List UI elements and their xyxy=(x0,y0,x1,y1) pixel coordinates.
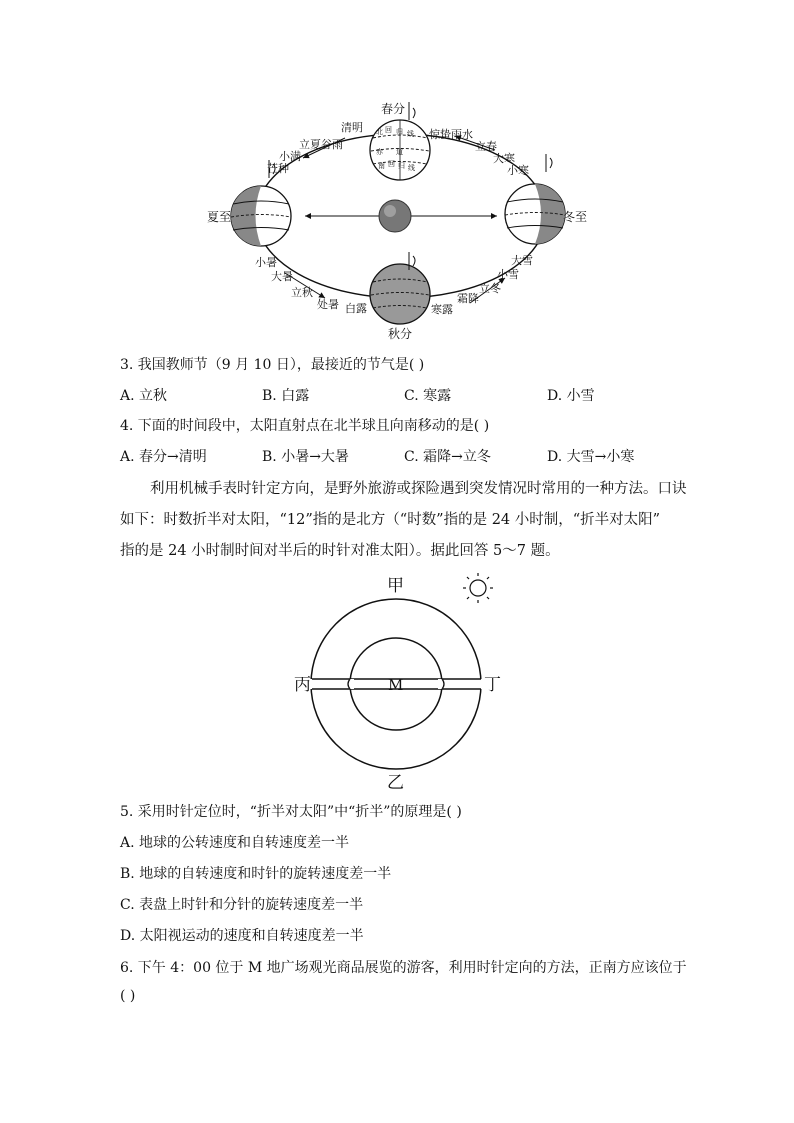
label-xiaohan: 小寒 xyxy=(507,164,529,177)
label-liqiu: 立秋 xyxy=(291,286,313,299)
label-jingzhe-yushui: 惊蛰雨水 xyxy=(429,128,473,141)
label-dashu: 大暑 xyxy=(271,270,293,283)
question-6-stem-line-1: 6. 下午 4：00 位于 M 地广场观光商品展览的游客，利用时针定向的方法，正南方应该位于 xyxy=(120,960,687,976)
svg-text:回: 回 xyxy=(388,160,395,168)
label-daxue: 大雪 xyxy=(511,254,533,267)
question-3-option-d[interactable]: D. 小雪 xyxy=(547,388,595,404)
label-mangzhong: 芒种 xyxy=(267,162,289,175)
label-summer: 夏至 xyxy=(207,210,232,224)
globe-winter xyxy=(505,184,565,244)
intro-line-1: 利用机械手表时针定方向，是野外旅游或探险遇到突发情况时常用的一种方法。口诀 xyxy=(150,481,687,497)
label-xiaoxue: 小雪 xyxy=(497,268,519,281)
label-winter: 冬至 xyxy=(563,210,588,224)
question-5-option-b[interactable]: B. 地球的自转速度和时针的旋转速度差一半 xyxy=(120,866,392,882)
label-hanlu: 寒露 xyxy=(431,303,453,316)
question-5-option-d[interactable]: D. 太阳视运动的速度和自转速度差一半 xyxy=(120,928,364,944)
svg-text:线: 线 xyxy=(408,164,415,172)
question-5-stem: 5. 采用时针定位时，“折半对太阳”中“折半”的原理是( ) xyxy=(120,804,462,820)
svg-text:南: 南 xyxy=(378,162,385,170)
svg-text:归: 归 xyxy=(396,128,403,136)
label-lidong: 立冬 xyxy=(479,282,501,295)
question-4-option-b[interactable]: B. 小暑→大暑 xyxy=(262,449,349,465)
svg-text:北: 北 xyxy=(376,128,383,136)
label-yi: 乙 xyxy=(387,773,404,793)
svg-text:赤: 赤 xyxy=(376,148,383,156)
label-xiaoman: 小满 xyxy=(279,150,301,163)
label-xiaoshu: 小暑 xyxy=(255,256,277,269)
question-3-stem: 3. 我国教师节（9 月 10 日），最接近的节气是( ) xyxy=(120,357,425,373)
label-jia: 甲 xyxy=(387,576,404,596)
globe-summer xyxy=(231,186,291,246)
question-6-stem-line-2: ( ) xyxy=(120,988,136,1004)
label-dahan: 大寒 xyxy=(493,152,515,165)
sun-symbol-icon xyxy=(463,573,493,603)
question-3-option-b[interactable]: B. 白露 xyxy=(262,388,310,404)
intro-line-3: 指的是 24 小时制时间对半后的时针对准太阳）。据此回答 5～7 题。 xyxy=(120,543,560,559)
sun-icon xyxy=(379,200,411,232)
svg-text:道: 道 xyxy=(396,148,403,156)
svg-text:线: 线 xyxy=(407,130,414,138)
label-autumn: 秋分 xyxy=(388,327,413,341)
label-bailu: 白露 xyxy=(345,302,367,315)
question-3-option-c[interactable]: C. 寒露 xyxy=(404,388,452,404)
svg-text:归: 归 xyxy=(398,162,405,170)
question-4-option-c[interactable]: C. 霜降→立冬 xyxy=(404,449,491,465)
question-4-option-a[interactable]: A. 春分→清明 xyxy=(120,449,207,465)
question-5-option-a[interactable]: A. 地球的公转速度和自转速度差一半 xyxy=(120,835,350,851)
globe-autumn xyxy=(370,264,430,324)
question-4-stem: 4. 下面的时间段中，太阳直射点在北半球且向南移动的是( ) xyxy=(120,418,490,434)
intro-line-2: 如下：时数折半对太阳，“12”指的是北方（“时数”指的是 24 小时制，“折半对太阳” xyxy=(120,512,661,528)
orbit-diagram xyxy=(195,98,605,343)
label-lichun: 立春 xyxy=(475,140,497,153)
label-lixia-guyu: 立夏谷雨 xyxy=(299,138,343,151)
question-3-option-a[interactable]: A. 立秋 xyxy=(120,388,168,404)
label-shuangjiang: 霜降 xyxy=(457,292,479,305)
compass-diagram xyxy=(285,570,510,795)
label-qingming: 清明 xyxy=(341,121,363,134)
label-spring: 春分 xyxy=(381,102,406,116)
label-bing: 丙 xyxy=(294,675,311,695)
label-ding: 丁 xyxy=(484,675,501,695)
question-4-option-d[interactable]: D. 大雪→小寒 xyxy=(547,449,635,465)
label-chushu: 处暑 xyxy=(317,298,339,311)
label-m: M xyxy=(388,676,404,694)
question-5-option-c[interactable]: C. 表盘上时针和分针的旋转速度差一半 xyxy=(120,897,364,913)
svg-text:回: 回 xyxy=(385,126,392,134)
